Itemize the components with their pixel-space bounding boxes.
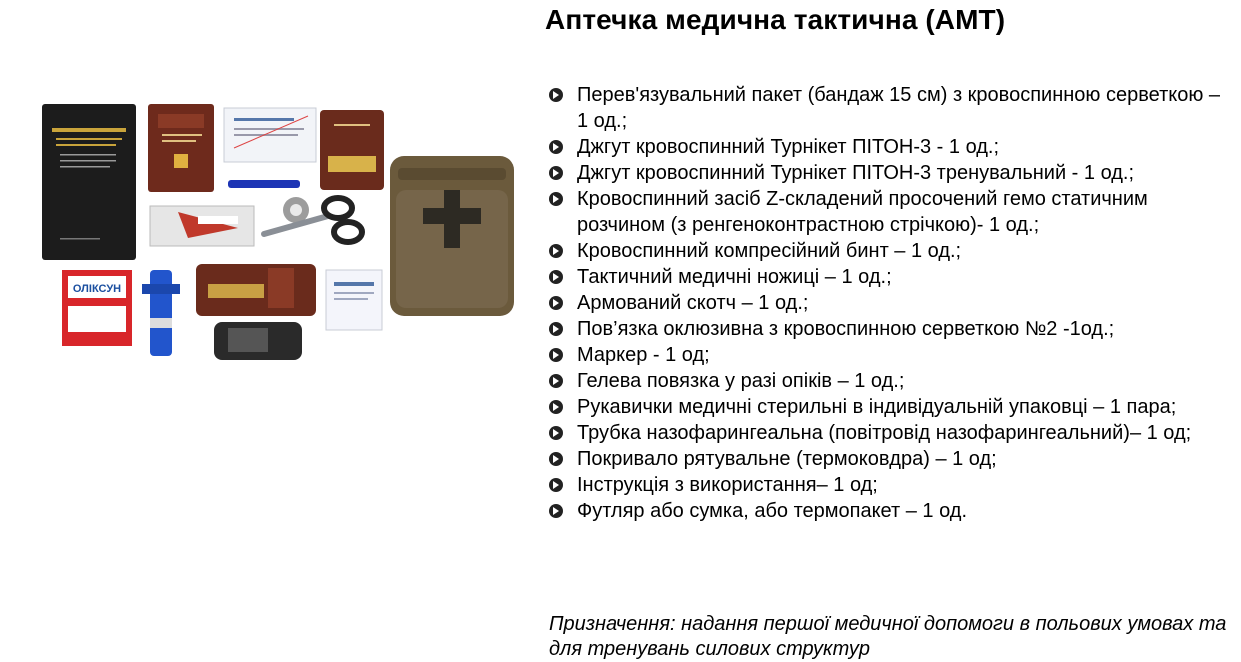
- bullet-icon: [549, 140, 563, 154]
- tactical-pouch: [390, 156, 514, 316]
- list-item: Футляр або сумка, або термопакет – 1 од.: [549, 498, 1229, 524]
- scissors: [264, 198, 362, 242]
- list-item: Покривало рятувальне (термоковдра) – 1 од;: [549, 446, 1229, 472]
- list-item: Перев'язувальний пакет (бандаж 15 см) з кровоспинною серветкою – 1 од.;: [549, 82, 1229, 134]
- tourniquet: [142, 270, 180, 356]
- occlusive-dressing: [150, 206, 254, 246]
- bullet-icon: [549, 374, 563, 388]
- bullet-icon: [549, 166, 563, 180]
- bullet-icon: [549, 88, 563, 102]
- brown-hemostatic-pack: [148, 104, 214, 192]
- purpose-text: Призначення: надання першої медичної допомоги в польових умовах та для тренувань силових структур: [549, 613, 1227, 660]
- list-item: Армований скотч – 1 од.;: [549, 290, 1229, 316]
- kit-contents-list: [549, 82, 1229, 524]
- bullet-icon: [549, 244, 563, 258]
- list-item: Маркер - 1 од;: [549, 342, 1229, 368]
- list-item: Джгут кровоспинний Турнікет ПІТОН-3 - 1 од.;: [549, 134, 1229, 160]
- brown-bandage: [196, 264, 316, 316]
- black-bandage-package: [42, 104, 136, 260]
- list-item: Інструкція з використання– 1 од;: [549, 472, 1229, 498]
- list-item: Трубка назофарингеальна (повітровід назофарингеальний)– 1 од;: [549, 420, 1229, 446]
- brown-compression-bandage: [320, 110, 384, 190]
- bullet-icon: [549, 426, 563, 440]
- bullet-icon: [549, 400, 563, 414]
- product-photo: [38, 98, 518, 366]
- list-item: Кровоспинний компресійний бинт – 1 од.;: [549, 238, 1229, 264]
- black-compression-bandage: [214, 322, 302, 360]
- page-title: Аптечка медична тактична (АМТ): [545, 4, 1006, 35]
- list-item: Гелева повязка у разі опіків – 1 од.;: [549, 368, 1229, 394]
- bullet-icon: [549, 296, 563, 310]
- list-item: Джгут кровоспинний Турнікет ПІТОН-3 тренувальний - 1 од.;: [549, 160, 1229, 186]
- gloves-pack: [326, 270, 382, 330]
- oliksun-label: ОЛІКСУН: [72, 283, 122, 295]
- white-dressing-packet: [224, 108, 316, 162]
- bullet-icon: [549, 322, 563, 336]
- bullet-icon: [549, 504, 563, 518]
- list-item: Тактичний медичні ножиці – 1 од.;: [549, 264, 1229, 290]
- duct-tape: [283, 197, 309, 223]
- bullet-icon: [549, 478, 563, 492]
- bullet-icon: [549, 452, 563, 466]
- bullet-icon: [549, 270, 563, 284]
- bullet-icon: [549, 192, 563, 206]
- bullet-icon: [549, 348, 563, 362]
- list-item: Кровоспинний засіб Z-складений просочений гемо статичним розчином (з ренгеноконтрастною стрічкою)- 1 од.;: [549, 186, 1229, 238]
- marker: [228, 180, 300, 188]
- list-item: Пов’язка оклюзивна з кровоспинною серветкою №2 -1од.;: [549, 316, 1229, 342]
- oliksun-gel-dressing: [62, 270, 132, 346]
- list-item: Рукавички медичні стерильні в індивідуальній упаковці – 1 пара;: [549, 394, 1229, 420]
